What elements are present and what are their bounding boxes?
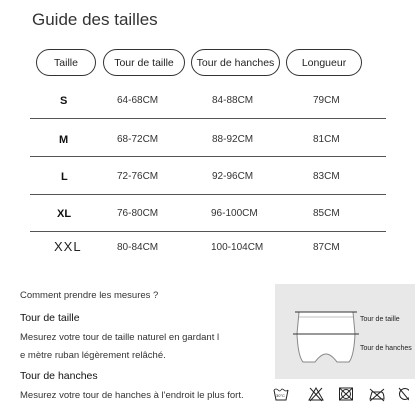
hips-cell: 84-88CM (212, 95, 254, 106)
waist-cell: 72-76CM (117, 171, 159, 182)
header-size: Taille (36, 49, 96, 76)
waist-instruction-2: e mètre ruban légèrement relâché. (20, 350, 166, 361)
row-divider (30, 194, 386, 195)
hips-cell: 92-96CM (212, 171, 254, 182)
header-hips: Tour de hanches (191, 49, 280, 76)
wash-temp: 30°C (276, 393, 285, 398)
row-divider (30, 118, 386, 119)
hips-title: Tour de hanches (20, 370, 98, 382)
waist-cell: 80-84CM (117, 242, 159, 253)
length-cell: 81CM (313, 134, 340, 145)
table-row (0, 134, 416, 170)
length-cell: 79CM (313, 95, 340, 106)
header-waist: Tour de taille (103, 49, 185, 76)
do-not-dry-clean-icon (397, 386, 409, 402)
diagram-hips-label: Tour de hanches (360, 345, 412, 352)
do-not-bleach-icon (308, 386, 324, 402)
briefs-drawing (275, 284, 415, 379)
page-title: Guide des tailles (32, 10, 158, 29)
length-cell: 83CM (313, 171, 340, 182)
hips-cell: 88-92CM (212, 134, 254, 145)
hips-cell: 96-100CM (211, 208, 258, 219)
size-cell: XXL (54, 239, 82, 254)
table-row (0, 95, 416, 131)
header-length: Longueur (286, 49, 362, 76)
waist-title: Tour de taille (20, 312, 80, 324)
size-cell: XL (57, 208, 72, 220)
waist-cell: 68-72CM (117, 134, 159, 145)
size-cell: L (61, 171, 68, 183)
size-cell: M (59, 134, 69, 146)
howto-question: Comment prendre les mesures ? (20, 290, 159, 301)
wash-30-icon (273, 386, 289, 402)
do-not-iron-icon (368, 386, 384, 402)
waist-cell: 64-68CM (117, 95, 159, 106)
row-divider (30, 231, 386, 232)
length-cell: 87CM (313, 242, 340, 253)
hips-instruction: Mesurez votre tour de hanches à l'endroit le plus fort. (20, 390, 244, 401)
diagram-waist-label: Tour de taille (360, 316, 400, 323)
table-row (0, 171, 416, 207)
waist-instruction-1: Mesurez votre tour de taille naturel en gardant l (20, 332, 220, 343)
hips-cell: 100-104CM (211, 242, 264, 253)
underwear-diagram (275, 284, 415, 379)
length-cell: 85CM (313, 208, 340, 219)
table-row (0, 239, 416, 278)
waist-cell: 76-80CM (117, 208, 159, 219)
row-divider (30, 156, 386, 157)
do-not-tumble-dry-icon (338, 386, 354, 402)
size-cell: S (60, 95, 68, 107)
